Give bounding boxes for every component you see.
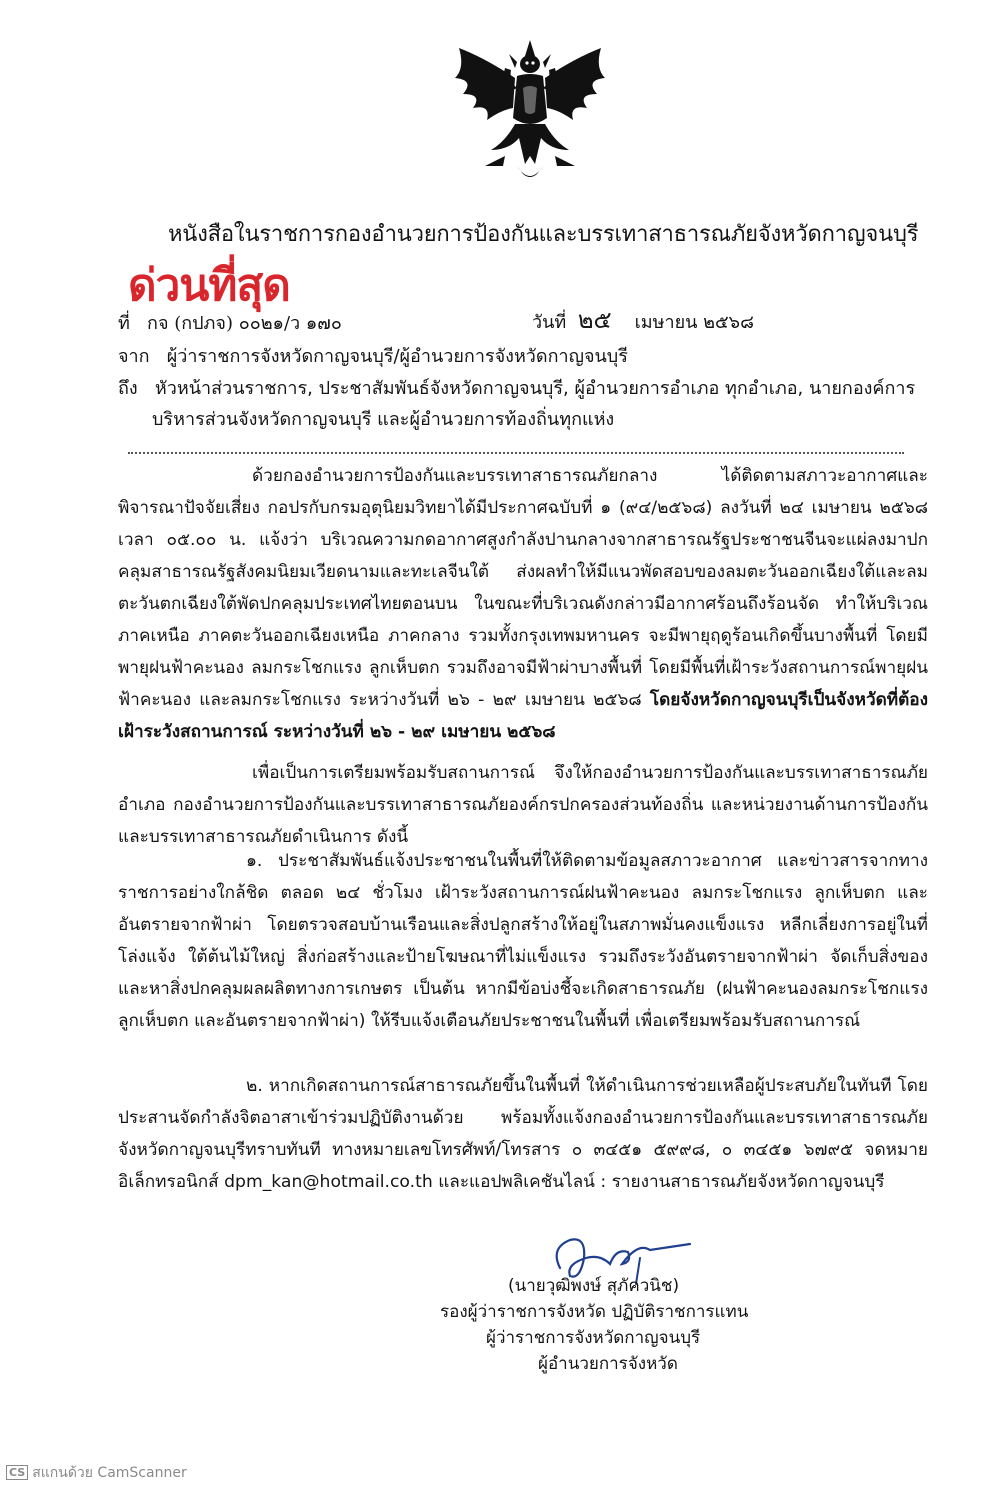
from-value: ผู้ว่าราชการจังหวัดกาญจนบุรี/ผู้อำนวยการจังหวัดกาญจนบุรี: [166, 346, 628, 367]
docno-value: กจ (กปภจ) ๐๐๒๑/ว ๑๗๐: [147, 313, 342, 334]
date-day: ๒๕: [577, 306, 612, 334]
to-value-line1: หัวหน้าส่วนราชการ, ประชาสัมพันธ์จังหวัดกาญจนบุรี, ผู้อำนวยการอำเภอ ทุกอำเภอ, นายกองค์การ: [154, 378, 916, 399]
from-row: [118, 341, 628, 370]
document-title: หนังสือในราชการกองอำนวยการป้องกันและบรรเทาสาธารณภัยจังหวัดกาญจนบุรี: [168, 222, 919, 247]
from-label: จาก: [118, 346, 150, 367]
docno-row: [118, 308, 342, 337]
paragraph1-bold-text: โดยจังหวัดกาญจนบุรีเป็นจังหวัดที่ต้องเฝ้าระวังสถานการณ์ ระหว่างวันที่ ๒๖ - ๒๙ เมษายน ๒๕๖๘: [118, 690, 928, 742]
date-label: วันที่: [532, 312, 567, 333]
docno-label: ที่: [118, 313, 130, 334]
to-label: ถึง: [118, 378, 138, 399]
date-row: [532, 300, 754, 339]
list-item-2: ๒. หากเกิดสถานการณ์สาธารณภัยขึ้นในพื้นที่ ให้ดำเนินการช่วยเหลือผู้ประสบภัยในทันที โดยประสานจัดกำลังจิตอาสาเข้าร่วมปฏิบัติงานด้วย พร้อมทั้งแจ้งกองอำนวยการป้องกันและบรรเทาสาธารณภัยจังหวัดกาญจนบุรีทราบทันที ทางหมายเลขโทรศัพท์/โทรสาร ๐ ๓๔๕๑ ๕๙๙๘, ๐ ๓๔๕๑ ๖๗๙๕ จดหมายอิเล็กทรอนิกส์ dpm_kan@hotmail.co.th และแอปพลิเคชันไลน์ : รายงานสาธารณภัยจังหวัดกาญจนบุรี: [118, 1076, 928, 1192]
separator-dotted-line: [128, 452, 904, 454]
list-item-1: ๑. ประชาสัมพันธ์แจ้งประชาชนในพื้นที่ให้ติดตามข้อมูลสภาวะอากาศ และข่าวสารจากทางราชการอย่างใกล้ชิด ตลอด ๒๔ ชั่วโมง เฝ้าระวังสถานการณ์ฝนฟ้าคะนอง ลมกระโชกแรง ลูกเห็บตก และอันตรายจากฟ้าผ่า โดยตรวจสอบบ้านเรือนและสิ่งปลูกสร้างให้อยู่ในสภาพมั่นคงแข็งแรง หลีกเลี่ยงการอยู่ในที่โล่งแจ้ง ใต้ต้นไม้ใหญ่ สิ่งก่อสร้างและป้ายโฆษณาที่ไม่แข็งแรง รวมถึงระวังอันตรายจากฟ้าผ่า จัดเก็บสิ่งของและหาสิ่งปกคลุมผลผลิตทางการเกษตร เป็นต้น หากมีข้อบ่งชี้จะเกิดสาธารณภัย (ฝนฟ้าคะนองลมกระโชกแรง ลูกเห็บตก และอันตรายจากฟ้าผ่า) ให้รีบแจ้งเตือนภัยประชาชนในพื้นที่ เพื่อเตรียมพร้อมรับสถานการณ์: [118, 851, 928, 1031]
signatory-position-2: ผู้ว่าราชการจังหวัดกาญจนบุรี: [486, 1328, 701, 1348]
urgency-stamp: ด่วนที่สุด: [128, 260, 290, 311]
date-month-year: เมษายน ๒๕๖๘: [634, 312, 754, 333]
paragraph1-text: ด้วยกองอำนวยการป้องกันและบรรเทาสาธารณภัยกลาง ได้ติดตามสภาวะอากาศและพิจารณาปัจจัยเสี่ยง กอปรกับกรมอุตุนิยมวิทยาได้มีประกาศฉบับที่ ๑ (๙๔/๒๕๖๘) ลงวันที่ ๒๔ เมษายน ๒๕๖๘ เวลา ๐๕.๐๐ น. แจ้งว่า บริเวณความกดอากาศสูงกำลังปานกลางจากสาธารณรัฐประชาชนจีนจะแผ่ลงมาปกคลุมสาธารณรัฐสังคมนิยมเวียดนามและทะเลจีนใต้ ส่งผลทำให้มีแนวพัดสอบของลมตะวันออกเฉียงใต้และลมตะวันตกเฉียงใต้พัดปกคลุมประเทศไทยตอนบน ในขณะที่บริเวณดังกล่าวมีอากาศร้อนถึงร้อนจัด ทำให้บริเวณภาคเหนือ ภาคตะวันออกเฉียงเหนือ ภาคกลาง รวมทั้งกรุงเทพมหานคร จะมีพายุฤดูร้อนเกิดขึ้นบางพื้นที่ โดยมีพายุฝนฟ้าคะนอง ลมกระโชกแรง ลูกเห็บตก รวมถึงอาจมีฟ้าผ่าบางพื้นที่ โดยมีพื้นที่เฝ้าระวังสถานการณ์พายุฝนฟ้าคะนอง และลมกระโชกแรง ระหว่างวันที่ ๒๖ - ๒๙ เมษายน ๒๕๖๘: [118, 466, 928, 710]
scanner-text: สแกนด้วย CamScanner: [32, 1465, 187, 1481]
to-row: [118, 373, 915, 402]
scanner-watermark: [6, 1462, 187, 1484]
garuda-emblem-icon: [445, 38, 615, 188]
signatory-position-3: ผู้อำนวยการจังหวัด: [538, 1354, 678, 1374]
body-paragraph-1: [118, 460, 928, 748]
signatory-position-1: รองผู้ว่าราชการจังหวัด ปฏิบัติราชการแทน: [440, 1302, 749, 1322]
signatory-name: (นายวุฒิพงษ์ สุภัควนิช): [508, 1276, 680, 1296]
body-paragraph-2: เพื่อเป็นการเตรียมพร้อมรับสถานการณ์ จึงให้กองอำนวยการป้องกันและบรรเทาสาธารณภัยอำเภอ กองอำนวยการป้องกันและบรรเทาสาธารณภัยองค์กรปกครองส่วนท้องถิ่น และหน่วยงานด้านการป้องกันและบรรเทาสาธารณภัยดำเนินการ ดังนี้: [118, 763, 928, 847]
to-value-line2: บริหารส่วนจังหวัดกาญจนบุรี และผู้อำนวยการท้องถิ่นทุกแห่ง: [152, 409, 615, 430]
camscanner-logo-icon: CS: [6, 1465, 28, 1480]
